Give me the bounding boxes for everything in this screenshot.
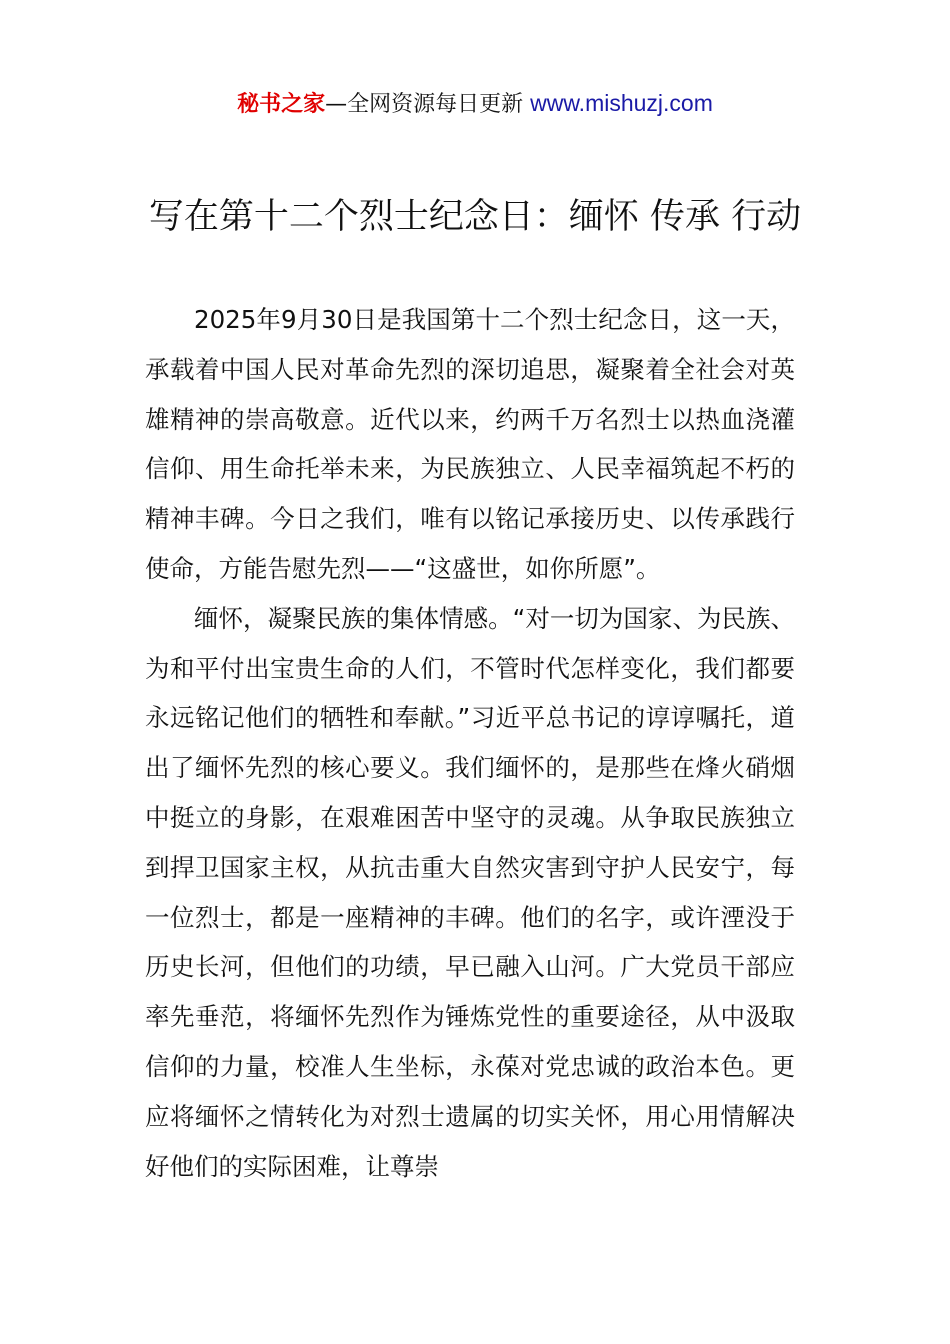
paragraph-2: 缅怀，凝聚民族的集体情感。“对一切为国家、为民族、为和平付出宝贵生命的人们，不管时代怎样变化，我们都要永远铭记他们的牺牲和奉献。”习近平总书记的谆谆嘱托，道出了缅怀先烈的核心要义。我们缅怀的，是那些在烽火硝烟中挺立的身影，在艰难困苦中坚守的灵魂。从争取民族独立到捍卫国家主权，从抗击重大自然灾害到守护人民安宁，每一位烈士，都是一座精神的丰碑。他们的名字，或许湮没于历史长河，但他们的功绩，早已融入山河。广大党员干部应率先垂范，将缅怀先烈作为锤炼党性的重要途径，从中汲取信仰的力量，校准人生坐标，永葆对党忠诚的政治本色。更应将缅怀之情转化为对烈士遗属的切实关怀，用心用情解决好他们的实际困难，让尊崇 [145, 603, 795, 1181]
document-title: 写在第十二个烈士纪念日：缅怀 传承 行动 [148, 197, 802, 237]
document-body [145, 295, 795, 1191]
header-tagline: —全网资源每日更新 [325, 92, 524, 117]
document-header [0, 86, 950, 122]
brand-name: 秘书之家 [237, 92, 326, 117]
paragraph-1: 2025年9月30日是我国第十二个烈士纪念日，这一天，承载着中国人民对革命先烈的深切追思，凝聚着全社会对英雄精神的崇高敬意。近代以来，约两千万名烈士以热血浇灌信仰、用生命托举未来，为民族独立、人民幸福筑起不朽的精神丰碑。今日之我们，唯有以铭记承接历史、以传承践行使命，方能告慰先烈——“这盛世，如你所愿”。 [145, 305, 795, 583]
site-url[interactable]: www.mishuzj.com [530, 90, 713, 116]
